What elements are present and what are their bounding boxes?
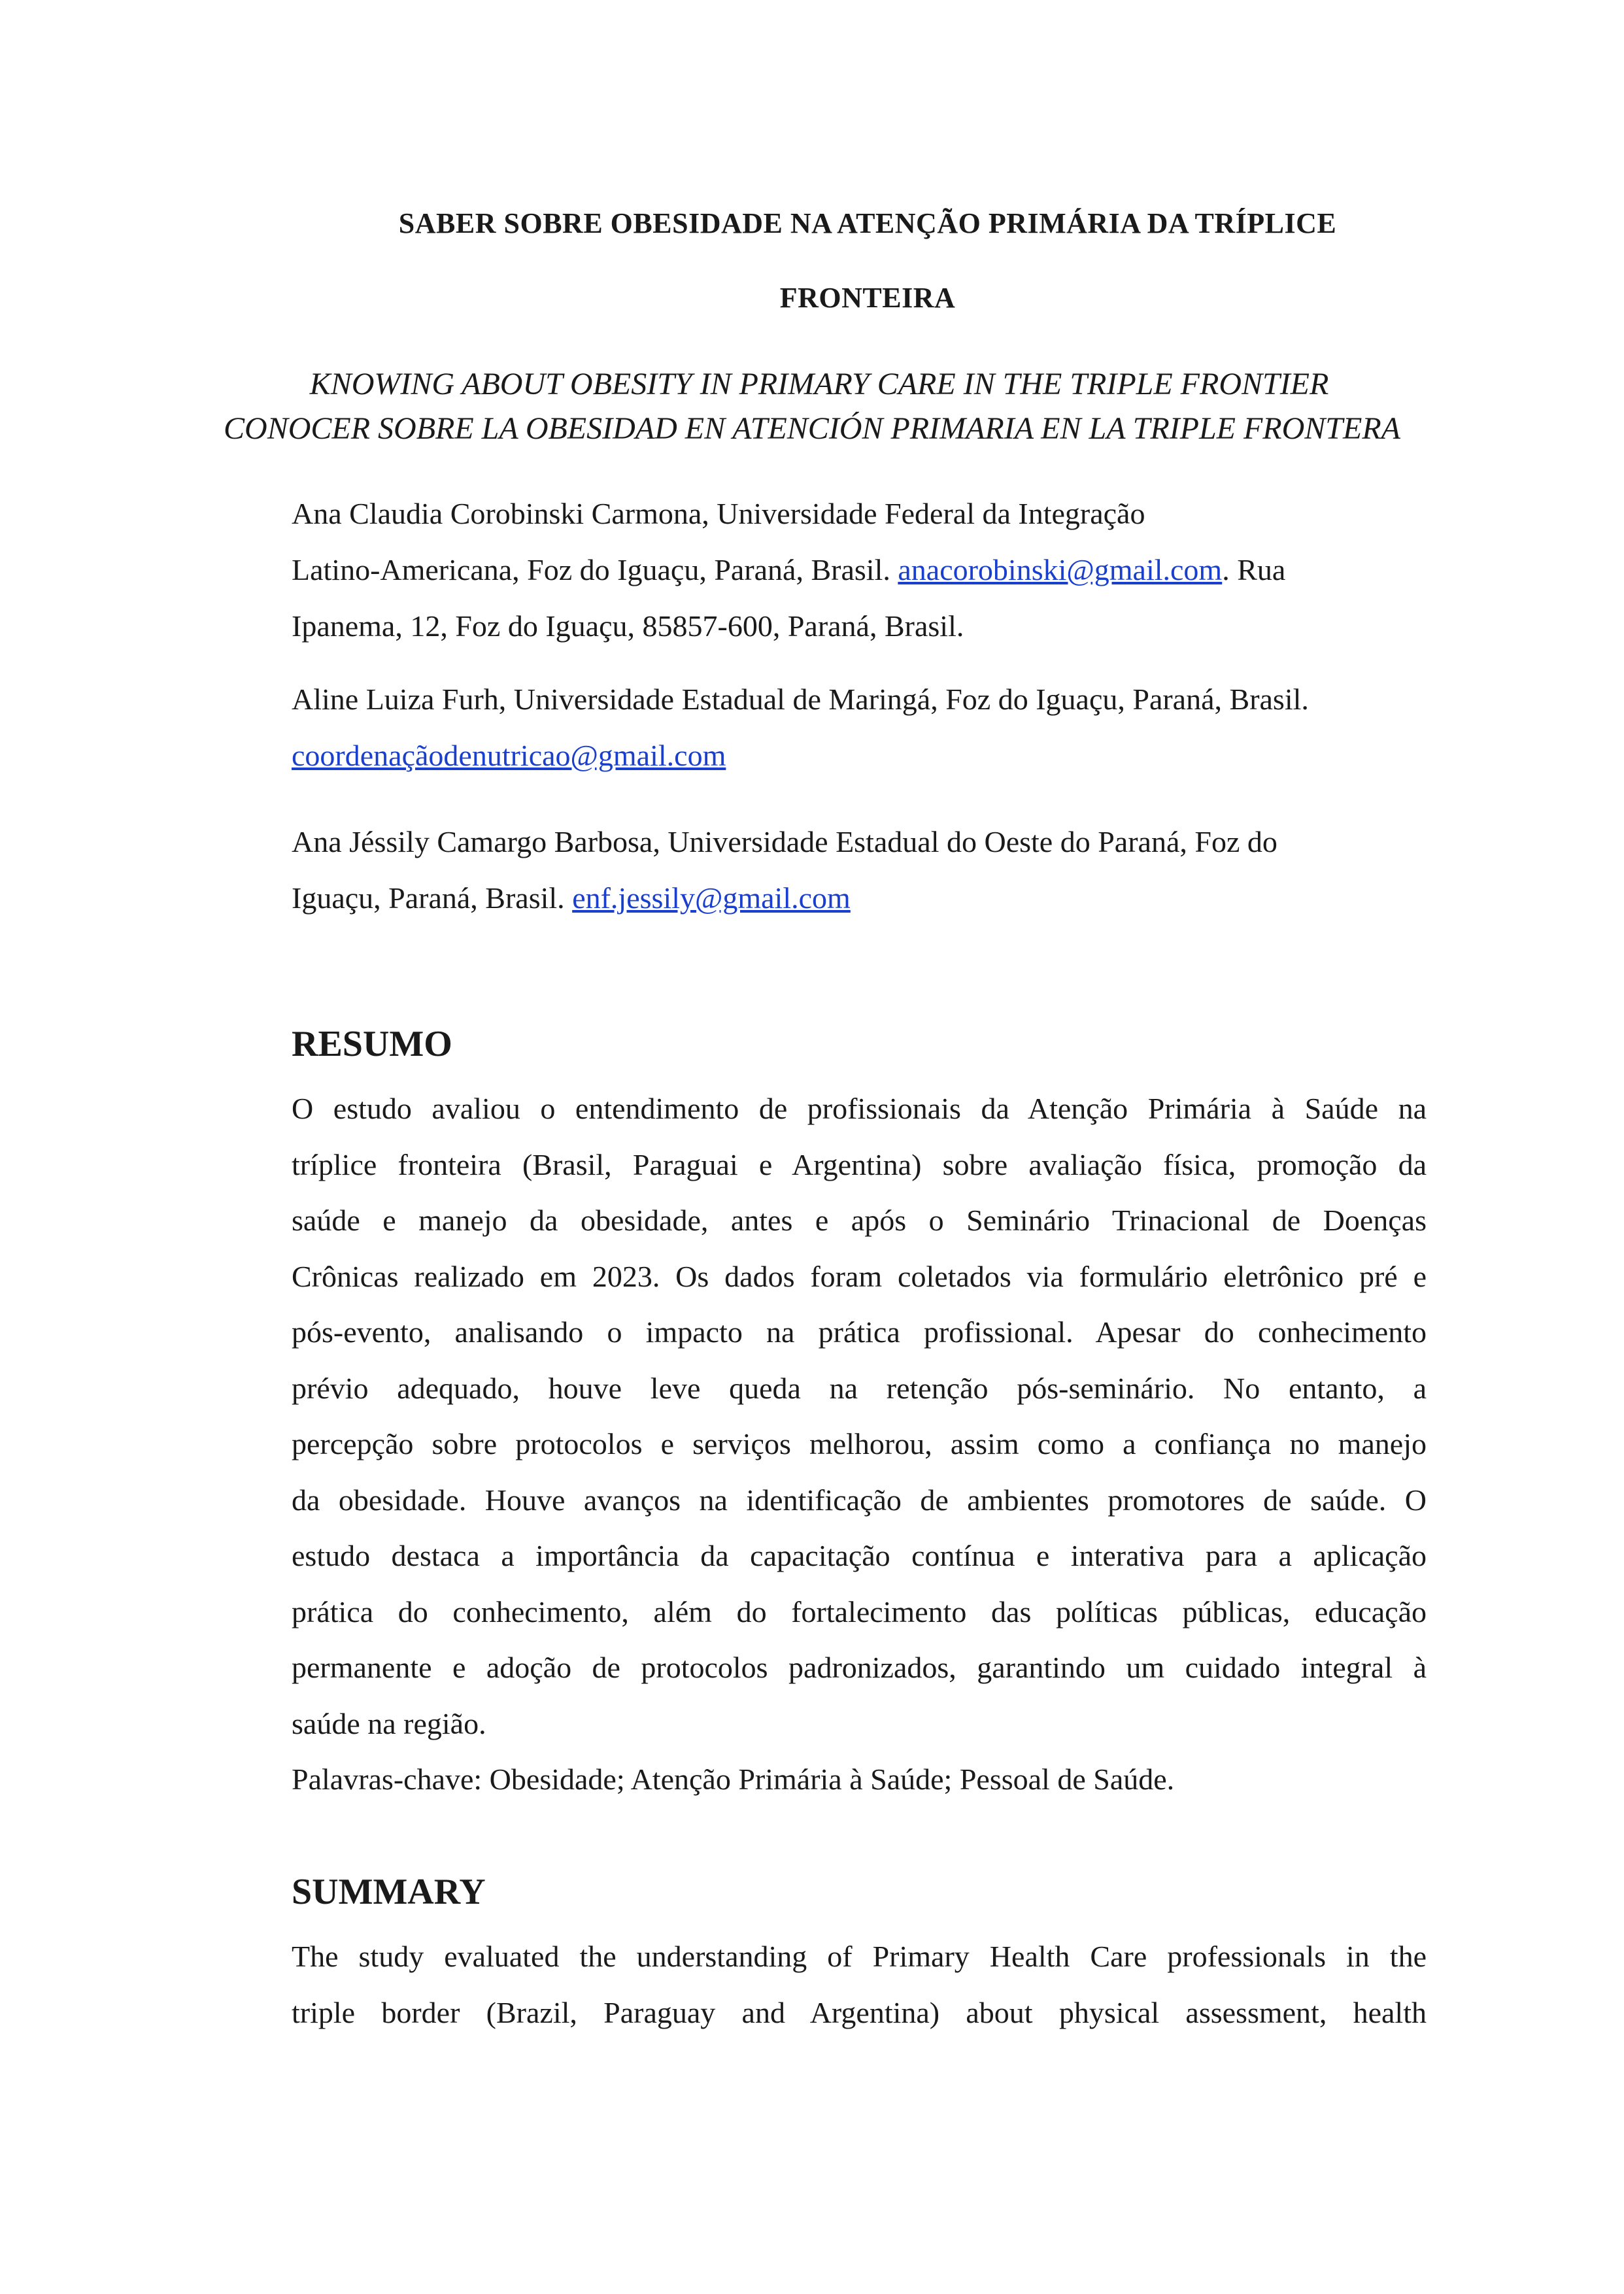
- paper-title-line-2: FRONTEIRA: [779, 282, 956, 314]
- resumo-line: estudo destaca a importância da capacitação contínua e interativa para a aplicação: [292, 1539, 1427, 1572]
- keywords-line: Palavras-chave: Obesidade; Atenção Primária à Saúde; Pessoal de Saúde.: [292, 1763, 1175, 1796]
- resumo-line: da obesidade. Houve avanços na identificação de ambientes promotores de saúde. O: [292, 1483, 1427, 1517]
- author-2-affiliation-line: Aline Luiza Furh, Universidade Estadual de Maringá, Foz do Iguaçu, Paraná, Brasil.: [292, 683, 1309, 716]
- author-1-affiliation-line-1: Ana Claudia Corobinski Carmona, Universidade Federal da Integração: [292, 497, 1145, 530]
- author-1-address-line: Ipanema, 12, Foz do Iguaçu, 85857-600, Paraná, Brasil.: [292, 609, 964, 643]
- summary-paragraph: [292, 1929, 1427, 2040]
- resumo-line: prévio adequado, houve leve queda na retenção pós-seminário. No entanto, a: [292, 1371, 1427, 1405]
- author-1-address-start: . Rua: [1222, 553, 1286, 586]
- author-block-3: [292, 814, 1429, 926]
- summary-heading: SUMMARY: [292, 1872, 486, 1912]
- english-title: KNOWING ABOUT OBESITY IN PRIMARY CARE IN THE TRIPLE FRONTIER: [309, 367, 1329, 401]
- author-1-affiliation-text: Latino-Americana, Foz do Iguaçu, Paraná, Brasil.: [292, 553, 898, 586]
- author-2-email-line: [292, 728, 1429, 784]
- author-3-affiliation-line-2: [292, 870, 1429, 926]
- author-3-affiliation-line-1: Ana Jéssily Camargo Barbosa, Universidade Estadual do Oeste do Paraná, Foz do: [292, 825, 1277, 858]
- resumo-line: Crônicas realizado em 2023. Os dados foram coletados via formulário eletrônico pré e: [292, 1259, 1427, 1293]
- resumo-line: tríplice fronteira (Brasil, Paraguai e Argentina) sobre avaliação física, promoção da: [292, 1147, 1427, 1181]
- spanish-title: CONOCER SOBRE LA OBESIDAD EN ATENCIÓN PRIMARIA EN LA TRIPLE FRONTERA: [224, 411, 1400, 446]
- resumo-line: saúde e manejo da obesidade, antes e após o Seminário Trinacional de Doenças: [292, 1204, 1427, 1237]
- author-1-email-link[interactable]: anacorobinski@gmail.com: [898, 553, 1223, 586]
- resumo-last-line: saúde na região.: [292, 1706, 486, 1740]
- paper-title-line-1: SABER SOBRE OBESIDADE NA ATENÇÃO PRIMÁRIA DA TRÍPLICE: [398, 207, 1337, 239]
- resumo-line: pós-evento, analisando o impacto na prática profissional. Apesar do conhecimento: [292, 1315, 1427, 1349]
- author-block-1: [292, 486, 1429, 654]
- author-2-email-link[interactable]: coordenaçãodenutricao@gmail.com: [292, 739, 726, 772]
- resumo-heading: RESUMO: [292, 1024, 452, 1064]
- author-3-email-link[interactable]: enf.jessily@gmail.com: [572, 881, 851, 915]
- resumo-line: O estudo avaliou o entendimento de profissionais da Atenção Primária à Saúde na: [292, 1092, 1427, 1125]
- summary-line: triple border (Brazil, Paraguay and Argentina) about physical assessment, health: [292, 1995, 1427, 2029]
- resumo-line: percepção sobre protocolos e serviços melhorou, assim como a confiança no manejo: [292, 1427, 1427, 1460]
- summary-line: The study evaluated the understanding of Primary Health Care professionals in the: [292, 1940, 1427, 1973]
- author-1-affiliation-line-2: [292, 542, 1429, 598]
- author-3-affiliation-text: Iguaçu, Paraná, Brasil.: [292, 881, 573, 915]
- resumo-line: permanente e adoção de protocolos padronizados, garantindo um cuidado integral à: [292, 1651, 1427, 1684]
- author-block-2: [292, 671, 1429, 784]
- resumo-line: prática do conhecimento, além do fortalecimento das políticas públicas, educação: [292, 1594, 1427, 1628]
- resumo-paragraph: [292, 1081, 1427, 1751]
